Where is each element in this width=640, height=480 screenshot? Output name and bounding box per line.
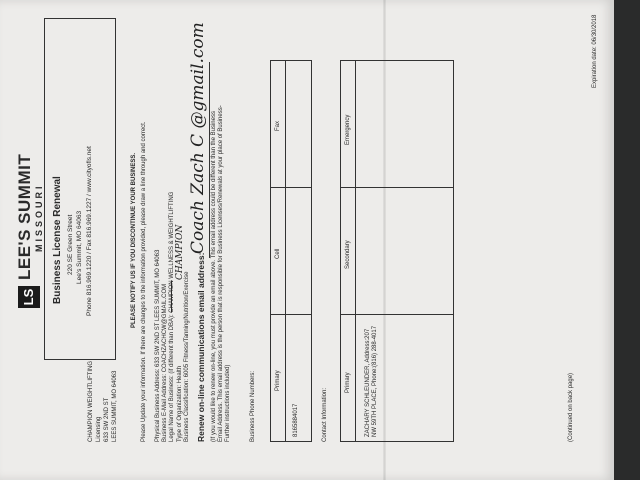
business-classification: Business Classification: 6005 Fitness/Tanning/Nutrition/Exercise [184, 271, 190, 442]
header-address-line1: 220 SE Green Street [67, 214, 74, 275]
logo-text-lees-summit: LEE'S SUMMIT [15, 153, 34, 280]
contact-table-header-rule [355, 61, 356, 441]
city-logo-icon: LS [18, 286, 40, 308]
business-email: Business E-Mail Address: COACHZACHCW@GMAIL.COM [162, 283, 168, 442]
phone-header-cell: Cell [275, 248, 281, 259]
contact-header-emergency: Emergency [345, 114, 351, 145]
contact-header-secondary: Secondary [345, 240, 351, 269]
contact-info-label: Contact Information: [322, 387, 328, 442]
mailing-line2: Licensing [96, 416, 102, 442]
header-contact-line: Phone 816.969.1220 / Fax 816.969.1227 / www.cityofls.net [86, 146, 93, 316]
contact-primary-line1: ZACHARY SCHLEUNDER, Address:207 [365, 328, 371, 437]
phone-numbers-label: Business Phone Numbers: [250, 370, 256, 442]
mailing-line4: LEES SUMMIT, MO 64063 [112, 370, 118, 442]
organization-type: Type of Organization: Health [177, 365, 183, 442]
header-address-line2: Lee's Summit, MO 64063 [76, 210, 83, 284]
legal-name-label: Legal Name of Business: (if different than DBA): [169, 314, 175, 442]
phone-primary-value: 8165884017 [293, 403, 299, 437]
continued-note: (Continued on back page) [568, 372, 574, 442]
physical-address: Physical Business Address: 633 SW 2ND ST LEES SUMMIT, MO 64063 [155, 249, 161, 442]
legal-name-struck: CHAMPION [169, 280, 175, 313]
mailing-name: CHAMPION WEIGHTLIFTING [88, 361, 94, 442]
logo-text-missouri: MISSOURI [34, 183, 44, 252]
contact-primary-line2: NW 59TH PLACE, Phone:(816) 288-4017 [372, 325, 378, 437]
handwritten-correction: CHAMPION [175, 224, 185, 280]
mailing-line3: 633 SW 2ND ST [104, 397, 110, 442]
phone-table-divider [271, 314, 311, 315]
notify-notice: PLEASE NOTIFY US IF YOU DISCONTINUE YOUR BUSINESS. [131, 152, 137, 328]
phone-header-fax: Fax [275, 120, 281, 131]
header-title: Business License Renewal [52, 176, 63, 304]
phone-table [270, 60, 312, 442]
renew-heading: Renew on-line communications email address: [196, 252, 206, 442]
renew-text-line3: Further instructions included) [225, 364, 231, 442]
legal-name-rest: WELLNESS & WEIGHTLIFTING [169, 191, 175, 279]
expiration-date: Expiration date: 06/30/2018 [592, 14, 598, 88]
contact-table-divider [341, 187, 453, 188]
handwritten-email: Coach Zach C @gmail.com [188, 22, 208, 254]
update-instructions: Please Update your information. If there are changes to the information provided, please draw a line through and correct. [141, 121, 147, 442]
phone-table-header-rule [285, 61, 286, 441]
contact-header-primary: Primary [345, 372, 351, 393]
phone-table-divider [271, 187, 311, 188]
renew-text-line1: (If you would like to renew on-line, you must provide an email above. This email address could be different than the Business [211, 111, 217, 442]
contact-table-divider [341, 314, 453, 315]
phone-header-primary: Primary [275, 370, 281, 391]
background-surface [612, 0, 640, 480]
email-write-line [209, 62, 210, 258]
renew-text-line2: Email Address. This email address is the person that is responsible for Business Licenses/Renewals at your place of Business- [218, 105, 224, 442]
contact-table [340, 60, 454, 442]
